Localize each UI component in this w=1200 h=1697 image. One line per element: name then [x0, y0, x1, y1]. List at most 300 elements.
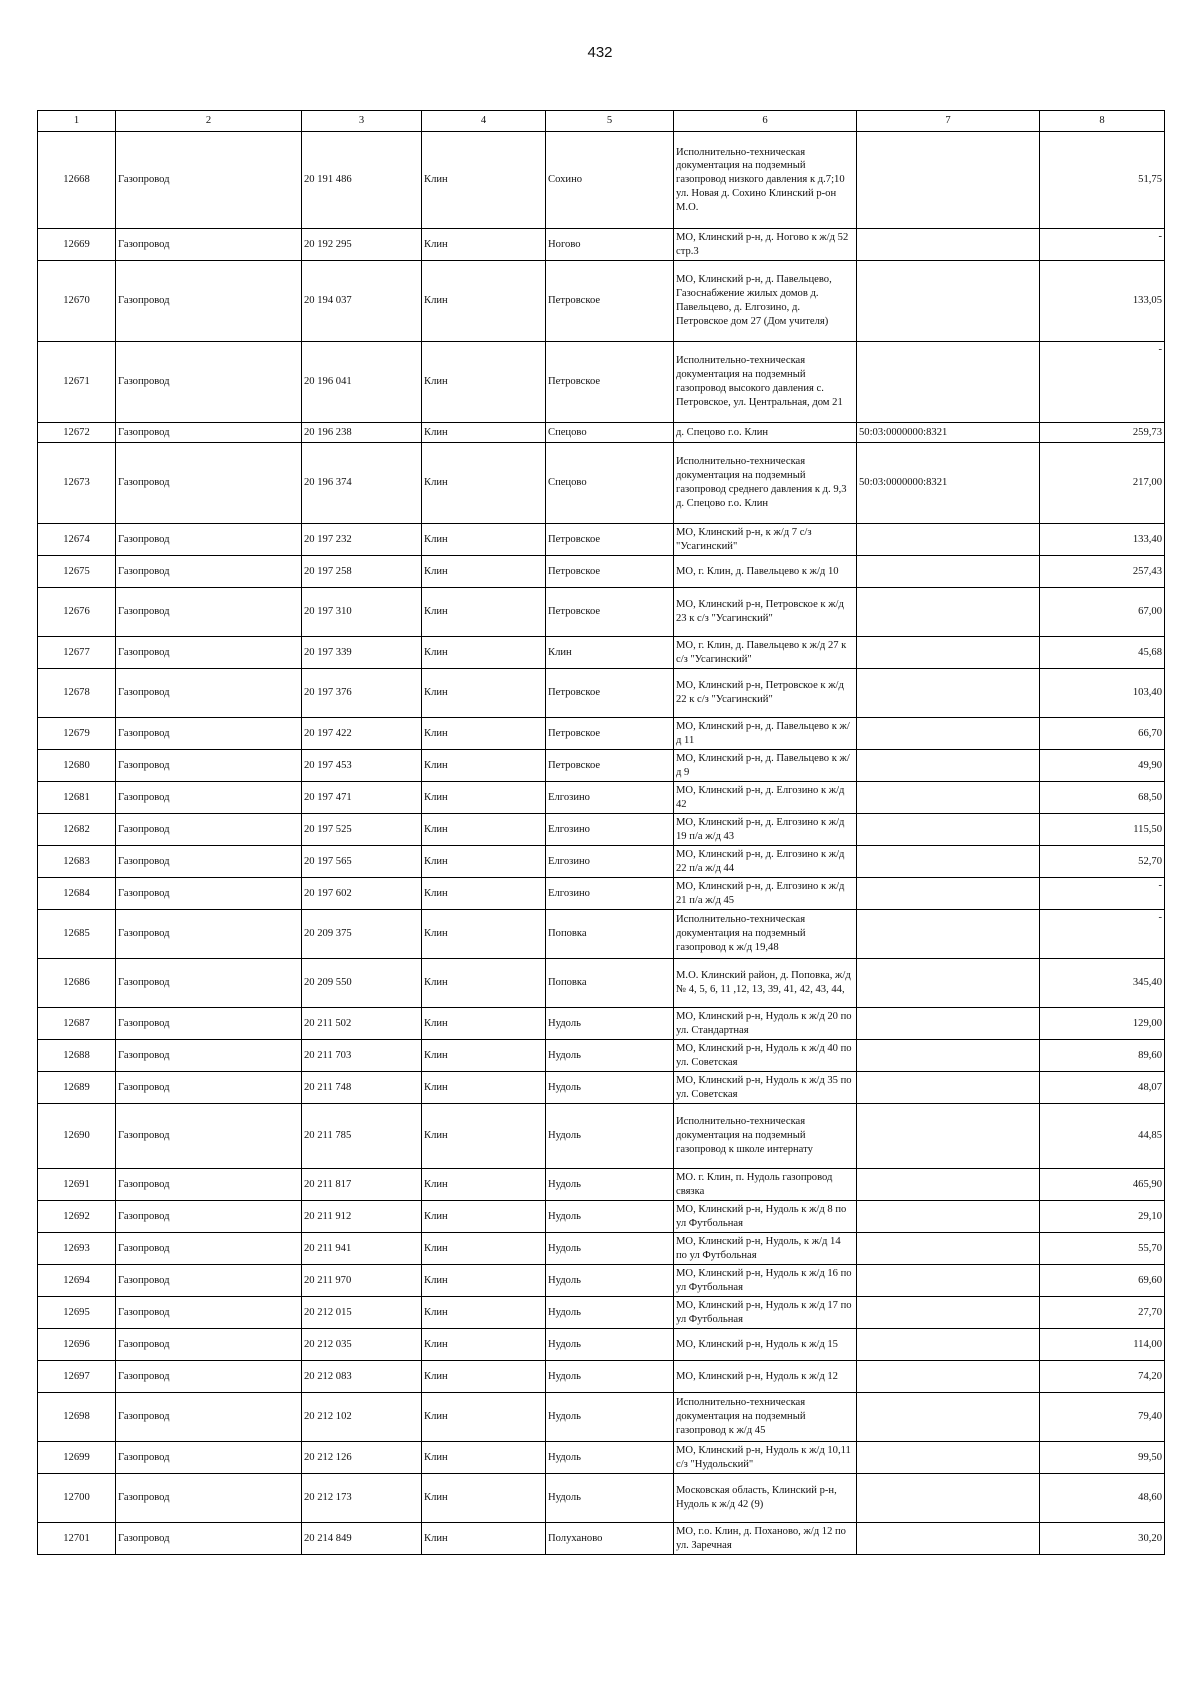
table-row [38, 782, 1165, 814]
cell-length: 257,43 [1040, 556, 1165, 588]
cell-length: 49,90 [1040, 750, 1165, 782]
cell-inventory-code: 20 211 785 [302, 1104, 422, 1169]
cell-city: Клин [422, 342, 546, 423]
cell-length: - [1040, 229, 1165, 261]
table-row [38, 1442, 1165, 1474]
cell-object-name: Газопровод [116, 750, 302, 782]
table-row [38, 1008, 1165, 1040]
cell-description: МО, Клинский р-н, Нудоль к ж/д 8 по ул Футбольная [674, 1201, 857, 1233]
cell-locality: Елгозино [546, 846, 674, 878]
cell-city: Клин [422, 1523, 546, 1555]
cell-city: Клин [422, 1297, 546, 1329]
cell-number: 12695 [38, 1297, 116, 1329]
cell-cadastral-number [857, 524, 1040, 556]
cell-locality: Петровское [546, 588, 674, 637]
cell-cadastral-number [857, 814, 1040, 846]
table-row [38, 669, 1165, 718]
cell-city: Клин [422, 1329, 546, 1361]
cell-length: 133,05 [1040, 261, 1165, 342]
cell-object-name: Газопровод [116, 423, 302, 443]
cell-inventory-code: 20 197 339 [302, 637, 422, 669]
cell-description: МО, Клинский р-н, Нудоль к ж/д 15 [674, 1329, 857, 1361]
cell-number: 12687 [38, 1008, 116, 1040]
page-number: 432 [587, 44, 613, 61]
cell-object-name: Газопровод [116, 1442, 302, 1474]
cell-locality: Елгозино [546, 782, 674, 814]
cell-number: 12700 [38, 1474, 116, 1523]
cell-city: Клин [422, 1072, 546, 1104]
cell-object-name: Газопровод [116, 1297, 302, 1329]
cell-city: Клин [422, 1442, 546, 1474]
cell-number: 12697 [38, 1361, 116, 1393]
cell-number: 12684 [38, 878, 116, 910]
cell-length: 52,70 [1040, 846, 1165, 878]
table-row [38, 878, 1165, 910]
column-header: 5 [546, 111, 674, 132]
cell-cadastral-number [857, 637, 1040, 669]
table-header-row [38, 111, 1165, 132]
cell-description: МО, Клинский р-н, Петровское к ж/д 22 к с/з "Усагинский" [674, 669, 857, 718]
cell-description: МО, Клинский р-н, д. Павельцево к ж/д 11 [674, 718, 857, 750]
cell-locality: Спецово [546, 443, 674, 524]
cell-cadastral-number [857, 1523, 1040, 1555]
cell-cadastral-number [857, 556, 1040, 588]
cell-object-name: Газопровод [116, 878, 302, 910]
cell-number: 12693 [38, 1233, 116, 1265]
cell-description: МО, Клинский р-н, Нудоль к ж/д 16 по ул Футбольная [674, 1265, 857, 1297]
cell-length: 69,60 [1040, 1265, 1165, 1297]
cell-cadastral-number [857, 132, 1040, 229]
cell-length: 29,10 [1040, 1201, 1165, 1233]
cell-cadastral-number [857, 669, 1040, 718]
table-row [38, 637, 1165, 669]
cell-locality: Нудоль [546, 1393, 674, 1442]
column-header: 4 [422, 111, 546, 132]
cell-cadastral-number [857, 1361, 1040, 1393]
column-header: 6 [674, 111, 857, 132]
cell-inventory-code: 20 212 102 [302, 1393, 422, 1442]
cell-description: Московская область, Клинский р-н, Нудоль к ж/д 42 (9) [674, 1474, 857, 1523]
cell-city: Клин [422, 1361, 546, 1393]
cell-city: Клин [422, 1474, 546, 1523]
cell-object-name: Газопровод [116, 1201, 302, 1233]
cell-object-name: Газопровод [116, 1329, 302, 1361]
cell-number: 12674 [38, 524, 116, 556]
column-header: 7 [857, 111, 1040, 132]
cell-number: 12677 [38, 637, 116, 669]
cell-length: 67,00 [1040, 588, 1165, 637]
cell-city: Клин [422, 1265, 546, 1297]
cell-city: Клин [422, 814, 546, 846]
cell-cadastral-number [857, 1297, 1040, 1329]
cell-locality: Ногово [546, 229, 674, 261]
cell-length: - [1040, 878, 1165, 910]
cell-city: Клин [422, 229, 546, 261]
cell-number: 12668 [38, 132, 116, 229]
cell-inventory-code: 20 197 258 [302, 556, 422, 588]
cell-cadastral-number: 50:03:0000000:8321 [857, 423, 1040, 443]
cell-locality: Петровское [546, 261, 674, 342]
cell-length: 44,85 [1040, 1104, 1165, 1169]
cell-object-name: Газопровод [116, 1393, 302, 1442]
cell-inventory-code: 20 212 083 [302, 1361, 422, 1393]
cell-number: 12696 [38, 1329, 116, 1361]
cell-inventory-code: 20 209 375 [302, 910, 422, 959]
cell-object-name: Газопровод [116, 588, 302, 637]
cell-object-name: Газопровод [116, 1265, 302, 1297]
cell-length: 48,60 [1040, 1474, 1165, 1523]
cell-inventory-code: 20 197 376 [302, 669, 422, 718]
cell-inventory-code: 20 212 173 [302, 1474, 422, 1523]
cell-length: 115,50 [1040, 814, 1165, 846]
cell-object-name: Газопровод [116, 1523, 302, 1555]
cell-description: МО. г. Клин, п. Нудоль газопровод связка [674, 1169, 857, 1201]
table-row [38, 1474, 1165, 1523]
cell-description: М.О. Клинский район, д. Поповка, ж/д № 4, 5, 6, 11 ,12, 13, 39, 41, 42, 43, 44, [674, 959, 857, 1008]
cell-cadastral-number [857, 1040, 1040, 1072]
column-header: 1 [38, 111, 116, 132]
cell-cadastral-number: 50:03:0000000:8321 [857, 443, 1040, 524]
cell-description: Исполнительно-техническая документация на подземный газопровод среднего давления к д. 9,3 д. Спецово г.о. Клин [674, 443, 857, 524]
table-row [38, 718, 1165, 750]
cell-cadastral-number [857, 846, 1040, 878]
cell-object-name: Газопровод [116, 1040, 302, 1072]
table-row [38, 423, 1165, 443]
cell-cadastral-number [857, 878, 1040, 910]
cell-length: 51,75 [1040, 132, 1165, 229]
cell-number: 12688 [38, 1040, 116, 1072]
registry-table [37, 110, 1165, 1555]
cell-length: 465,90 [1040, 1169, 1165, 1201]
cell-locality: Нудоль [546, 1201, 674, 1233]
cell-city: Клин [422, 1104, 546, 1169]
cell-length: 129,00 [1040, 1008, 1165, 1040]
cell-description: Исполнительно-техническая документация на подземный газопровод низкого давления к д.7;10 ул. Новая д. Сохино Клинский р-он М.О. [674, 132, 857, 229]
table-row [38, 1361, 1165, 1393]
cell-cadastral-number [857, 229, 1040, 261]
cell-length: 89,60 [1040, 1040, 1165, 1072]
cell-cadastral-number [857, 1442, 1040, 1474]
cell-cadastral-number [857, 1201, 1040, 1233]
cell-number: 12681 [38, 782, 116, 814]
cell-inventory-code: 20 211 817 [302, 1169, 422, 1201]
cell-inventory-code: 20 211 748 [302, 1072, 422, 1104]
cell-cadastral-number [857, 1072, 1040, 1104]
cell-description: МО, г. Клин, д. Павельцево к ж/д 10 [674, 556, 857, 588]
table-row [38, 588, 1165, 637]
cell-description: Исполнительно-техническая документация на подземный газопровод к ж/д 19,48 [674, 910, 857, 959]
cell-object-name: Газопровод [116, 669, 302, 718]
cell-number: 12690 [38, 1104, 116, 1169]
cell-locality: Нудоль [546, 1233, 674, 1265]
cell-city: Клин [422, 846, 546, 878]
cell-city: Клин [422, 669, 546, 718]
table-row [38, 1297, 1165, 1329]
cell-inventory-code: 20 212 035 [302, 1329, 422, 1361]
cell-length: 345,40 [1040, 959, 1165, 1008]
column-header: 3 [302, 111, 422, 132]
cell-number: 12672 [38, 423, 116, 443]
cell-inventory-code: 20 197 232 [302, 524, 422, 556]
cell-object-name: Газопровод [116, 846, 302, 878]
cell-city: Клин [422, 1393, 546, 1442]
cell-length: 217,00 [1040, 443, 1165, 524]
cell-city: Клин [422, 750, 546, 782]
cell-inventory-code: 20 197 422 [302, 718, 422, 750]
cell-city: Клин [422, 1233, 546, 1265]
cell-cadastral-number [857, 342, 1040, 423]
cell-description: МО, Клинский р-н, Нудоль к ж/д 12 [674, 1361, 857, 1393]
cell-locality: Нудоль [546, 1104, 674, 1169]
cell-object-name: Газопровод [116, 1008, 302, 1040]
table-row [38, 1393, 1165, 1442]
cell-number: 12682 [38, 814, 116, 846]
cell-cadastral-number [857, 588, 1040, 637]
cell-inventory-code: 20 212 015 [302, 1297, 422, 1329]
cell-description: МО, Клинский р-н, Нудоль к ж/д 20 по ул. Стандартная [674, 1008, 857, 1040]
table-row [38, 846, 1165, 878]
cell-object-name: Газопровод [116, 1474, 302, 1523]
cell-number: 12675 [38, 556, 116, 588]
cell-inventory-code: 20 197 565 [302, 846, 422, 878]
cell-city: Клин [422, 1169, 546, 1201]
cell-number: 12676 [38, 588, 116, 637]
cell-locality: Нудоль [546, 1265, 674, 1297]
table-row [38, 1265, 1165, 1297]
cell-number: 12689 [38, 1072, 116, 1104]
cell-locality: Нудоль [546, 1040, 674, 1072]
cell-locality: Нудоль [546, 1474, 674, 1523]
cell-number: 12686 [38, 959, 116, 1008]
cell-description: МО, г.о. Клин, д. Поханово, ж/д 12 по ул. Заречная [674, 1523, 857, 1555]
table-row [38, 132, 1165, 229]
cell-inventory-code: 20 197 453 [302, 750, 422, 782]
cell-city: Клин [422, 910, 546, 959]
table-row [38, 1233, 1165, 1265]
cell-number: 12701 [38, 1523, 116, 1555]
cell-cadastral-number [857, 1008, 1040, 1040]
cell-object-name: Газопровод [116, 524, 302, 556]
cell-cadastral-number [857, 1474, 1040, 1523]
table-row [38, 1104, 1165, 1169]
cell-object-name: Газопровод [116, 910, 302, 959]
cell-object-name: Газопровод [116, 556, 302, 588]
cell-inventory-code: 20 197 310 [302, 588, 422, 637]
cell-number: 12699 [38, 1442, 116, 1474]
table-row [38, 556, 1165, 588]
cell-object-name: Газопровод [116, 637, 302, 669]
cell-locality: Петровское [546, 669, 674, 718]
cell-description: Исполнительно-техническая документация на подземный газопровод к школе интернату [674, 1104, 857, 1169]
cell-city: Клин [422, 637, 546, 669]
cell-object-name: Газопровод [116, 1361, 302, 1393]
cell-city: Клин [422, 959, 546, 1008]
cell-object-name: Газопровод [116, 229, 302, 261]
cell-city: Клин [422, 1201, 546, 1233]
cell-cadastral-number [857, 1233, 1040, 1265]
cell-description: МО, Клинский р-н, Нудоль, к ж/д 14 по ул Футбольная [674, 1233, 857, 1265]
cell-locality: Петровское [546, 524, 674, 556]
cell-description: МО, Клинский р-н, Нудоль к ж/д 35 по ул. Советская [674, 1072, 857, 1104]
cell-description: МО, г. Клин, д. Павельцево к ж/д 27 к с/з "Усагинский" [674, 637, 857, 669]
cell-length: 114,00 [1040, 1329, 1165, 1361]
cell-object-name: Газопровод [116, 132, 302, 229]
cell-cadastral-number [857, 1329, 1040, 1361]
table-row [38, 443, 1165, 524]
cell-description: МО, Клинский р-н, Петровское к ж/д 23 к с/з "Усагинский" [674, 588, 857, 637]
table-row [38, 814, 1165, 846]
cell-length: 45,68 [1040, 637, 1165, 669]
cell-number: 12669 [38, 229, 116, 261]
cell-inventory-code: 20 197 471 [302, 782, 422, 814]
cell-inventory-code: 20 211 502 [302, 1008, 422, 1040]
cell-description: Исполнительно-техническая документация на подземный газопровод высокого давления с. Петровское, ул. Центральная, дом 21 [674, 342, 857, 423]
table-row [38, 910, 1165, 959]
cell-object-name: Газопровод [116, 261, 302, 342]
cell-locality: Петровское [546, 750, 674, 782]
cell-inventory-code: 20 211 941 [302, 1233, 422, 1265]
table-row [38, 1072, 1165, 1104]
cell-locality: Нудоль [546, 1297, 674, 1329]
cell-number: 12685 [38, 910, 116, 959]
table-row [38, 1169, 1165, 1201]
cell-number: 12673 [38, 443, 116, 524]
cell-length: 30,20 [1040, 1523, 1165, 1555]
cell-length: 99,50 [1040, 1442, 1165, 1474]
cell-inventory-code: 20 214 849 [302, 1523, 422, 1555]
table-row [38, 1040, 1165, 1072]
cell-object-name: Газопровод [116, 1233, 302, 1265]
cell-length: 259,73 [1040, 423, 1165, 443]
cell-locality: Клин [546, 637, 674, 669]
cell-cadastral-number [857, 1265, 1040, 1297]
cell-locality: Нудоль [546, 1329, 674, 1361]
cell-length: 79,40 [1040, 1393, 1165, 1442]
table-row [38, 229, 1165, 261]
cell-inventory-code: 20 194 037 [302, 261, 422, 342]
cell-inventory-code: 20 211 912 [302, 1201, 422, 1233]
cell-locality: Петровское [546, 718, 674, 750]
cell-length: 55,70 [1040, 1233, 1165, 1265]
cell-description: МО, Клинский р-н, Нудоль к ж/д 17 по ул Футбольная [674, 1297, 857, 1329]
cell-number: 12698 [38, 1393, 116, 1442]
cell-cadastral-number [857, 261, 1040, 342]
cell-object-name: Газопровод [116, 959, 302, 1008]
cell-object-name: Газопровод [116, 342, 302, 423]
cell-description: МО, Клинский р-н, д. Павельцево к ж/д 9 [674, 750, 857, 782]
cell-city: Клин [422, 588, 546, 637]
cell-cadastral-number [857, 750, 1040, 782]
cell-city: Клин [422, 556, 546, 588]
cell-cadastral-number [857, 910, 1040, 959]
table-row [38, 1523, 1165, 1555]
cell-description: д. Спецово г.о. Клин [674, 423, 857, 443]
cell-object-name: Газопровод [116, 443, 302, 524]
cell-description: МО, Клинский р-н, д. Елгозино к ж/д 42 [674, 782, 857, 814]
cell-description: МО, Клинский р-н, д. Павельцево, Газоснабжение жилых домов д. Павельцево, д. Елгозино, д. Петровское дом 27 (Дом учителя) [674, 261, 857, 342]
cell-city: Клин [422, 132, 546, 229]
cell-city: Клин [422, 443, 546, 524]
cell-inventory-code: 20 197 602 [302, 878, 422, 910]
cell-description: МО, Клинский р-н, Нудоль к ж/д 40 по ул. Советская [674, 1040, 857, 1072]
cell-length: - [1040, 910, 1165, 959]
cell-locality: Елгозино [546, 814, 674, 846]
cell-inventory-code: 20 211 703 [302, 1040, 422, 1072]
cell-number: 12680 [38, 750, 116, 782]
cell-length: 74,20 [1040, 1361, 1165, 1393]
cell-description: МО, Клинский р-н, Нудоль к ж/д 10,11 с/з "Нудольский" [674, 1442, 857, 1474]
cell-locality: Нудоль [546, 1169, 674, 1201]
cell-locality: Елгозино [546, 878, 674, 910]
cell-locality: Поповка [546, 910, 674, 959]
cell-inventory-code: 20 209 550 [302, 959, 422, 1008]
cell-number: 12679 [38, 718, 116, 750]
cell-object-name: Газопровод [116, 782, 302, 814]
cell-city: Клин [422, 261, 546, 342]
cell-locality: Сохино [546, 132, 674, 229]
cell-object-name: Газопровод [116, 1072, 302, 1104]
cell-city: Клин [422, 782, 546, 814]
cell-length: 103,40 [1040, 669, 1165, 718]
cell-city: Клин [422, 423, 546, 443]
cell-object-name: Газопровод [116, 814, 302, 846]
cell-cadastral-number [857, 959, 1040, 1008]
cell-number: 12692 [38, 1201, 116, 1233]
column-header: 2 [116, 111, 302, 132]
cell-number: 12678 [38, 669, 116, 718]
cell-description: МО, Клинский р-н, д. Елгозино к ж/д 22 п/а ж/д 44 [674, 846, 857, 878]
table-row [38, 261, 1165, 342]
table-row [38, 1329, 1165, 1361]
cell-number: 12683 [38, 846, 116, 878]
cell-locality: Петровское [546, 556, 674, 588]
cell-inventory-code: 20 196 374 [302, 443, 422, 524]
cell-object-name: Газопровод [116, 1104, 302, 1169]
cell-description: Исполнительно-техническая документация на подземный газопровод к ж/д 45 [674, 1393, 857, 1442]
cell-length: - [1040, 342, 1165, 423]
cell-length: 133,40 [1040, 524, 1165, 556]
cell-cadastral-number [857, 1104, 1040, 1169]
cell-locality: Петровское [546, 342, 674, 423]
cell-description: МО, Клинский р-н, к ж/д 7 с/з "Усагинский" [674, 524, 857, 556]
cell-cadastral-number [857, 1169, 1040, 1201]
cell-inventory-code: 20 191 486 [302, 132, 422, 229]
cell-description: МО, Клинский р-н, д. Елгозино к ж/д 21 п/а ж/д 45 [674, 878, 857, 910]
cell-locality: Полуханово [546, 1523, 674, 1555]
cell-cadastral-number [857, 782, 1040, 814]
cell-locality: Нудоль [546, 1072, 674, 1104]
cell-inventory-code: 20 196 238 [302, 423, 422, 443]
cell-number: 12670 [38, 261, 116, 342]
cell-city: Клин [422, 524, 546, 556]
cell-description: МО, Клинский р-н, д. Елгозино к ж/д 19 п/а ж/д 43 [674, 814, 857, 846]
cell-inventory-code: 20 192 295 [302, 229, 422, 261]
cell-description: МО, Клинский р-н, д. Ногово к ж/д 52 стр.3 [674, 229, 857, 261]
cell-inventory-code: 20 212 126 [302, 1442, 422, 1474]
cell-length: 68,50 [1040, 782, 1165, 814]
cell-inventory-code: 20 211 970 [302, 1265, 422, 1297]
cell-locality: Нудоль [546, 1442, 674, 1474]
table-row [38, 342, 1165, 423]
cell-cadastral-number [857, 718, 1040, 750]
column-header: 8 [1040, 111, 1165, 132]
table-row [38, 750, 1165, 782]
cell-inventory-code: 20 196 041 [302, 342, 422, 423]
cell-city: Клин [422, 718, 546, 750]
cell-locality: Нудоль [546, 1008, 674, 1040]
table-row [38, 1201, 1165, 1233]
cell-locality: Нудоль [546, 1361, 674, 1393]
